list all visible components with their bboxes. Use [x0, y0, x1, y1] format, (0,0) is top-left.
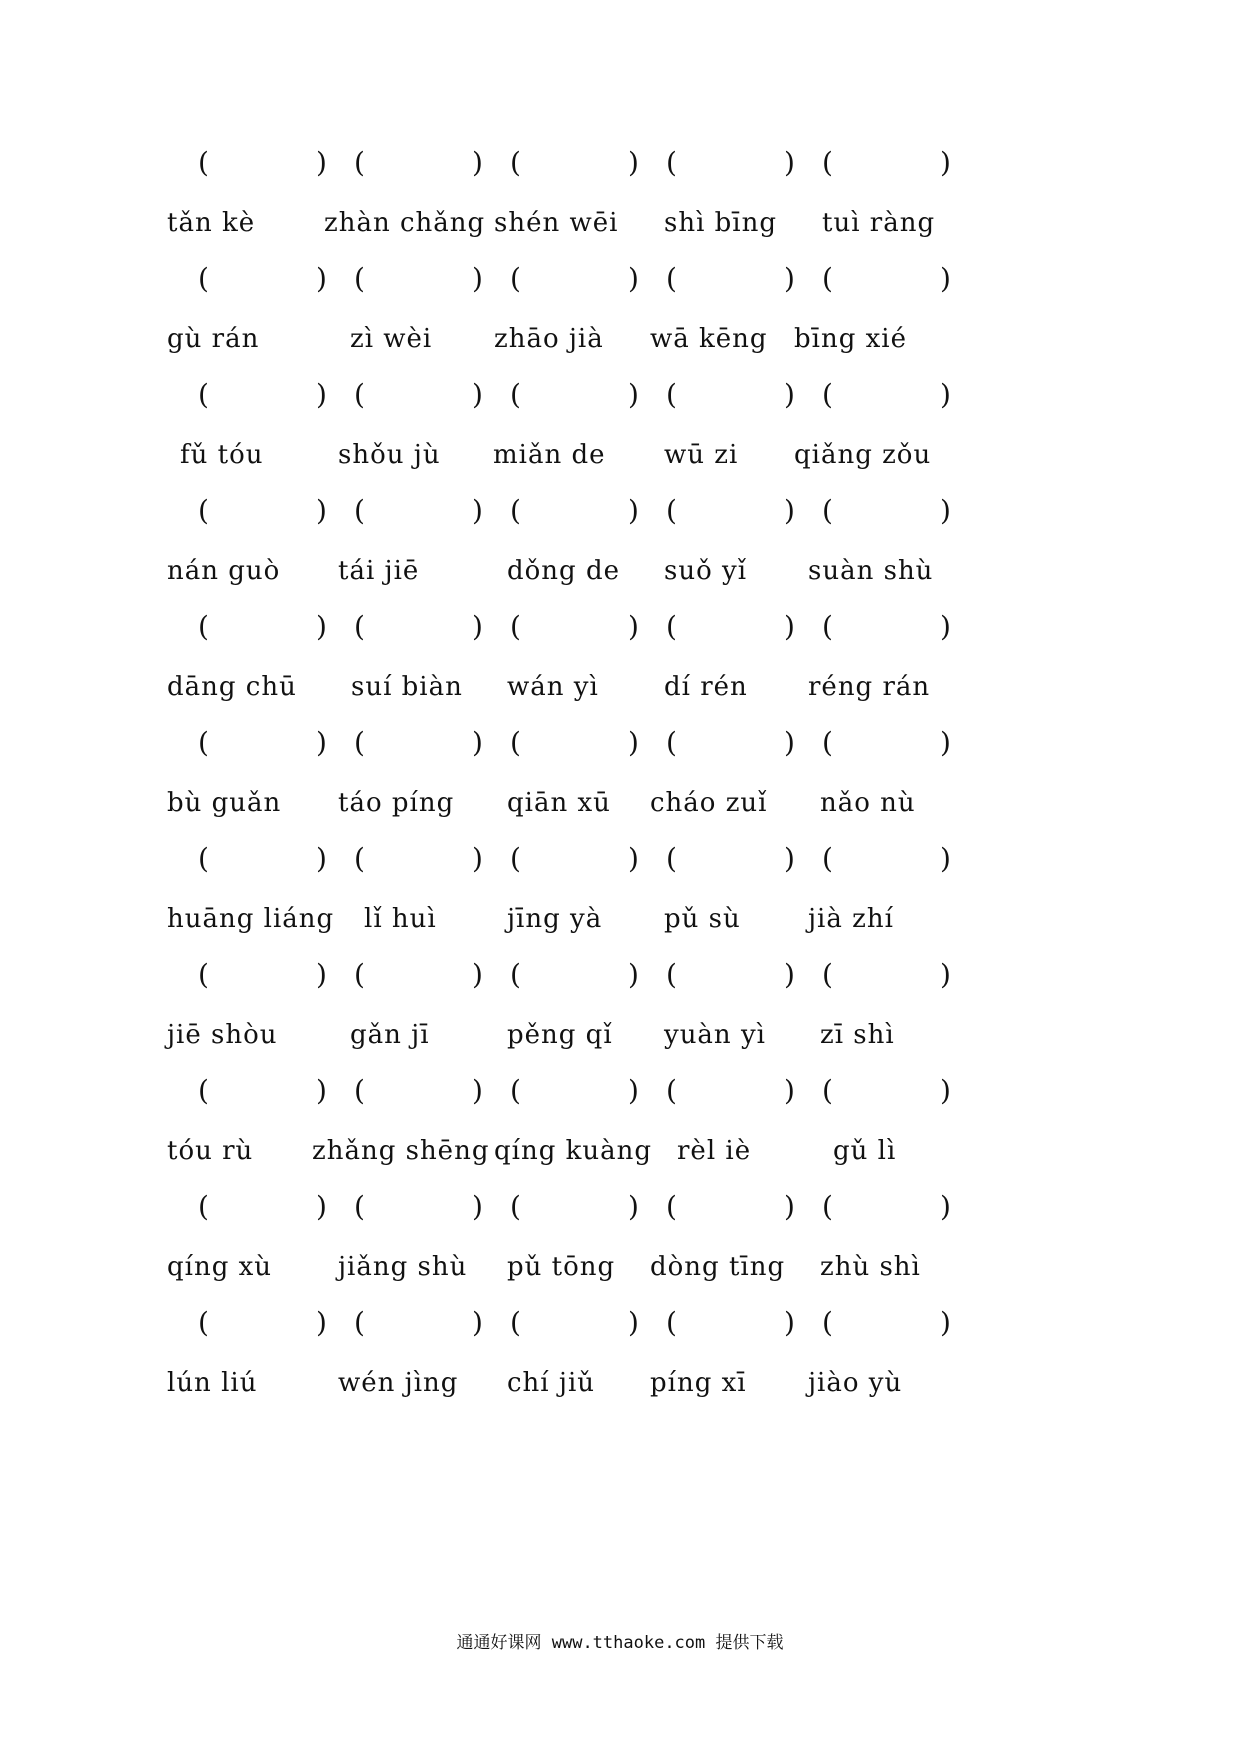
answer-blank[interactable]	[648, 834, 796, 884]
pinyin-word: yuàn yì	[664, 1020, 766, 1050]
close-paren: )	[472, 146, 483, 179]
open-paren: (	[822, 262, 833, 295]
pinyin-word: zhù shì	[820, 1252, 921, 1282]
answer-blank[interactable]	[180, 950, 328, 1000]
pinyin-word: jiē shòu	[167, 1020, 278, 1050]
close-paren: )	[940, 842, 951, 875]
pinyin-row	[167, 1242, 1060, 1292]
open-paren: (	[822, 842, 833, 875]
open-paren: (	[354, 1190, 365, 1223]
open-paren: (	[198, 1190, 209, 1223]
open-paren: (	[510, 1074, 521, 1107]
answer-blank[interactable]	[180, 718, 328, 768]
answer-blank[interactable]	[180, 834, 328, 884]
close-paren: )	[316, 726, 327, 759]
open-paren: (	[666, 958, 677, 991]
answer-row	[180, 834, 1060, 884]
pinyin-word: fǔ tóu	[180, 440, 264, 470]
close-paren: )	[784, 958, 795, 991]
open-paren: (	[354, 610, 365, 643]
answer-blank[interactable]	[180, 602, 328, 652]
pinyin-word: wū zi	[664, 440, 739, 470]
pinyin-word: shǒu jù	[338, 440, 441, 470]
pinyin-word: suǒ yǐ	[664, 556, 748, 586]
answer-blank[interactable]	[492, 1298, 640, 1348]
close-paren: )	[316, 1306, 327, 1339]
pinyin-word: lún liú	[167, 1368, 258, 1398]
pinyin-word: qiǎng zǒu	[794, 440, 932, 470]
pinyin-word: miǎn de	[493, 440, 606, 470]
answer-row	[180, 950, 1060, 1000]
close-paren: )	[628, 146, 639, 179]
pinyin-word: nán guò	[167, 556, 281, 586]
close-paren: )	[784, 610, 795, 643]
pinyin-word: wán yì	[507, 672, 599, 702]
answer-blank[interactable]	[492, 370, 640, 420]
answer-blank[interactable]	[804, 138, 952, 188]
answer-blank[interactable]	[804, 254, 952, 304]
answer-blank[interactable]	[180, 1066, 328, 1116]
open-paren: (	[666, 1306, 677, 1339]
close-paren: )	[940, 610, 951, 643]
pinyin-word: bù guǎn	[167, 788, 282, 818]
open-paren: (	[354, 146, 365, 179]
close-paren: )	[940, 958, 951, 991]
pinyin-word: zhǎng shēng	[312, 1136, 490, 1166]
close-paren: )	[316, 958, 327, 991]
answer-blank[interactable]	[180, 1298, 328, 1348]
pinyin-word: shì bīng	[664, 208, 778, 238]
answer-blank[interactable]	[180, 1182, 328, 1232]
close-paren: )	[784, 378, 795, 411]
answer-row	[180, 370, 1060, 420]
answer-blank[interactable]	[336, 1182, 484, 1232]
close-paren: )	[784, 1190, 795, 1223]
open-paren: (	[510, 610, 521, 643]
pinyin-word: tái jiē	[338, 556, 420, 586]
answer-blank[interactable]	[336, 1298, 484, 1348]
pinyin-word: dāng chū	[167, 672, 297, 702]
pinyin-row	[167, 1358, 1060, 1408]
pinyin-word: jiào yù	[808, 1368, 903, 1398]
close-paren: )	[940, 378, 951, 411]
open-paren: (	[822, 378, 833, 411]
close-paren: )	[628, 610, 639, 643]
pinyin-word: rèl iè	[677, 1136, 752, 1166]
answer-blank[interactable]	[804, 1298, 952, 1348]
open-paren: (	[666, 610, 677, 643]
answer-blank[interactable]	[648, 370, 796, 420]
close-paren: )	[628, 1074, 639, 1107]
answer-blank[interactable]	[492, 1182, 640, 1232]
open-paren: (	[354, 958, 365, 991]
pinyin-word: réng rán	[808, 672, 931, 702]
pinyin-row	[167, 1126, 1060, 1176]
pinyin-word: chí jiǔ	[507, 1368, 596, 1398]
pinyin-word: zī shì	[820, 1020, 895, 1050]
pinyin-word: jiǎng shù	[338, 1252, 468, 1282]
pinyin-word: dòng tīng	[650, 1252, 786, 1282]
close-paren: )	[316, 842, 327, 875]
answer-blank[interactable]	[648, 718, 796, 768]
pinyin-word: pǔ sù	[664, 904, 741, 934]
close-paren: )	[316, 378, 327, 411]
answer-row	[180, 1298, 1060, 1348]
pinyin-word: nǎo nù	[820, 788, 916, 818]
close-paren: )	[784, 146, 795, 179]
answer-blank[interactable]	[804, 1066, 952, 1116]
close-paren: )	[472, 1306, 483, 1339]
open-paren: (	[822, 1306, 833, 1339]
answer-blank[interactable]	[492, 718, 640, 768]
pinyin-word: qiān xū	[507, 788, 611, 818]
answer-blank[interactable]	[492, 950, 640, 1000]
pinyin-word: lǐ huì	[364, 904, 437, 934]
pinyin-word: píng xī	[650, 1368, 747, 1398]
answer-row	[180, 254, 1060, 304]
answer-blank[interactable]	[336, 370, 484, 420]
close-paren: )	[940, 494, 951, 527]
open-paren: (	[822, 1074, 833, 1107]
answer-row	[180, 602, 1060, 652]
open-paren: (	[822, 146, 833, 179]
close-paren: )	[472, 1074, 483, 1107]
open-paren: (	[510, 494, 521, 527]
pinyin-word: jià zhí	[808, 904, 894, 934]
pinyin-word: suàn shù	[808, 556, 934, 586]
answer-blank[interactable]	[336, 1066, 484, 1116]
close-paren: )	[316, 146, 327, 179]
close-paren: )	[628, 958, 639, 991]
answer-blank[interactable]	[648, 138, 796, 188]
close-paren: )	[472, 958, 483, 991]
pinyin-word: zhāo jià	[494, 324, 604, 354]
close-paren: )	[472, 1190, 483, 1223]
close-paren: )	[784, 1306, 795, 1339]
close-paren: )	[628, 1190, 639, 1223]
close-paren: )	[628, 1306, 639, 1339]
open-paren: (	[822, 726, 833, 759]
pinyin-word: tuì ràng	[822, 208, 936, 238]
close-paren: )	[628, 262, 639, 295]
answer-blank[interactable]	[336, 834, 484, 884]
open-paren: (	[666, 1190, 677, 1223]
answer-blank[interactable]	[492, 1066, 640, 1116]
open-paren: (	[822, 958, 833, 991]
close-paren: )	[316, 494, 327, 527]
open-paren: (	[822, 610, 833, 643]
answer-blank[interactable]	[336, 718, 484, 768]
answer-blank[interactable]	[492, 486, 640, 536]
pinyin-word: wā kēng	[650, 324, 768, 354]
answer-blank[interactable]	[648, 1182, 796, 1232]
answer-blank[interactable]	[648, 950, 796, 1000]
pinyin-row	[180, 430, 1060, 480]
answer-blank[interactable]	[336, 138, 484, 188]
answer-row	[180, 138, 1060, 188]
pinyin-word: wén jìng	[338, 1368, 459, 1398]
pinyin-word: jīng yà	[507, 904, 603, 934]
answer-blank[interactable]	[180, 138, 328, 188]
pinyin-word: bīng xié	[794, 324, 907, 354]
open-paren: (	[198, 726, 209, 759]
answer-blank[interactable]	[804, 950, 952, 1000]
pinyin-row	[167, 198, 1060, 248]
answer-blank[interactable]	[648, 254, 796, 304]
close-paren: )	[472, 610, 483, 643]
answer-blank[interactable]	[804, 1182, 952, 1232]
close-paren: )	[784, 842, 795, 875]
open-paren: (	[510, 1190, 521, 1223]
answer-blank[interactable]	[492, 254, 640, 304]
open-paren: (	[666, 726, 677, 759]
footer-credit: 通通好课网 www.tthaoke.com 提供下载	[456, 1633, 784, 1653]
answer-blank[interactable]	[336, 950, 484, 1000]
open-paren: (	[666, 842, 677, 875]
pinyin-row	[167, 546, 1060, 596]
open-paren: (	[510, 378, 521, 411]
open-paren: (	[198, 1074, 209, 1107]
pinyin-word: dí rén	[664, 672, 748, 702]
pinyin-word: suí biàn	[351, 672, 463, 702]
pinyin-word: qíng xù	[167, 1252, 273, 1282]
close-paren: )	[316, 610, 327, 643]
close-paren: )	[940, 726, 951, 759]
open-paren: (	[198, 262, 209, 295]
open-paren: (	[510, 726, 521, 759]
open-paren: (	[510, 958, 521, 991]
close-paren: )	[940, 262, 951, 295]
open-paren: (	[822, 494, 833, 527]
answer-row	[180, 486, 1060, 536]
open-paren: (	[510, 1306, 521, 1339]
close-paren: )	[940, 1190, 951, 1223]
open-paren: (	[510, 842, 521, 875]
close-paren: )	[316, 1190, 327, 1223]
answer-blank[interactable]	[648, 486, 796, 536]
close-paren: )	[472, 378, 483, 411]
open-paren: (	[354, 1306, 365, 1339]
answer-row	[180, 718, 1060, 768]
answer-blank[interactable]	[180, 486, 328, 536]
answer-blank[interactable]	[648, 1298, 796, 1348]
answer-blank[interactable]	[492, 138, 640, 188]
answer-blank[interactable]	[804, 834, 952, 884]
open-paren: (	[666, 146, 677, 179]
answer-blank[interactable]	[804, 486, 952, 536]
pinyin-word: zì wèi	[350, 324, 433, 354]
pinyin-row	[167, 1010, 1060, 1060]
close-paren: )	[472, 262, 483, 295]
pinyin-word: tóu rù	[167, 1136, 254, 1166]
answer-blank[interactable]	[336, 254, 484, 304]
pinyin-word: cháo zuǐ	[650, 788, 768, 818]
close-paren: )	[628, 842, 639, 875]
close-paren: )	[472, 726, 483, 759]
pinyin-word: gǔ lì	[833, 1136, 897, 1166]
answer-row	[180, 1182, 1060, 1232]
open-paren: (	[198, 610, 209, 643]
pinyin-row	[167, 662, 1060, 712]
open-paren: (	[354, 726, 365, 759]
pinyin-word: pǔ tōng	[507, 1252, 616, 1282]
pinyin-word: dǒng de	[507, 556, 620, 586]
open-paren: (	[198, 146, 209, 179]
pinyin-word: huāng liáng	[167, 904, 335, 934]
close-paren: )	[628, 726, 639, 759]
pinyin-word: táo píng	[338, 788, 455, 818]
pinyin-row	[167, 778, 1060, 828]
pinyin-row	[167, 894, 1060, 944]
open-paren: (	[666, 1074, 677, 1107]
close-paren: )	[472, 842, 483, 875]
answer-blank[interactable]	[492, 834, 640, 884]
close-paren: )	[628, 378, 639, 411]
close-paren: )	[784, 726, 795, 759]
open-paren: (	[354, 494, 365, 527]
open-paren: (	[198, 958, 209, 991]
open-paren: (	[354, 262, 365, 295]
answer-blank[interactable]	[336, 602, 484, 652]
open-paren: (	[510, 146, 521, 179]
pinyin-word: gù rán	[167, 324, 260, 354]
close-paren: )	[940, 1306, 951, 1339]
open-paren: (	[354, 842, 365, 875]
open-paren: (	[354, 378, 365, 411]
open-paren: (	[666, 262, 677, 295]
answer-blank[interactable]	[492, 602, 640, 652]
open-paren: (	[198, 494, 209, 527]
close-paren: )	[784, 494, 795, 527]
open-paren: (	[510, 262, 521, 295]
open-paren: (	[822, 1190, 833, 1223]
close-paren: )	[784, 1074, 795, 1107]
answer-blank[interactable]	[648, 1066, 796, 1116]
close-paren: )	[628, 494, 639, 527]
answer-row	[180, 1066, 1060, 1116]
open-paren: (	[666, 494, 677, 527]
close-paren: )	[316, 1074, 327, 1107]
answer-blank[interactable]	[336, 486, 484, 536]
close-paren: )	[316, 262, 327, 295]
answer-blank[interactable]	[804, 602, 952, 652]
close-paren: )	[940, 146, 951, 179]
pinyin-row	[167, 314, 1060, 364]
pinyin-word: gǎn jī	[350, 1020, 430, 1050]
answer-blank[interactable]	[804, 718, 952, 768]
answer-blank[interactable]	[180, 254, 328, 304]
pinyin-word: zhàn chǎng	[324, 208, 486, 238]
answer-blank[interactable]	[648, 602, 796, 652]
pinyin-word: qíng kuàng	[494, 1136, 653, 1166]
open-paren: (	[198, 1306, 209, 1339]
close-paren: )	[472, 494, 483, 527]
answer-blank[interactable]	[180, 370, 328, 420]
close-paren: )	[940, 1074, 951, 1107]
pinyin-word: shén wēi	[494, 208, 619, 238]
open-paren: (	[198, 842, 209, 875]
open-paren: (	[354, 1074, 365, 1107]
pinyin-word: tǎn kè	[167, 208, 256, 238]
open-paren: (	[198, 378, 209, 411]
open-paren: (	[666, 378, 677, 411]
answer-blank[interactable]	[804, 370, 952, 420]
close-paren: )	[784, 262, 795, 295]
pinyin-word: pěng qǐ	[507, 1020, 613, 1050]
